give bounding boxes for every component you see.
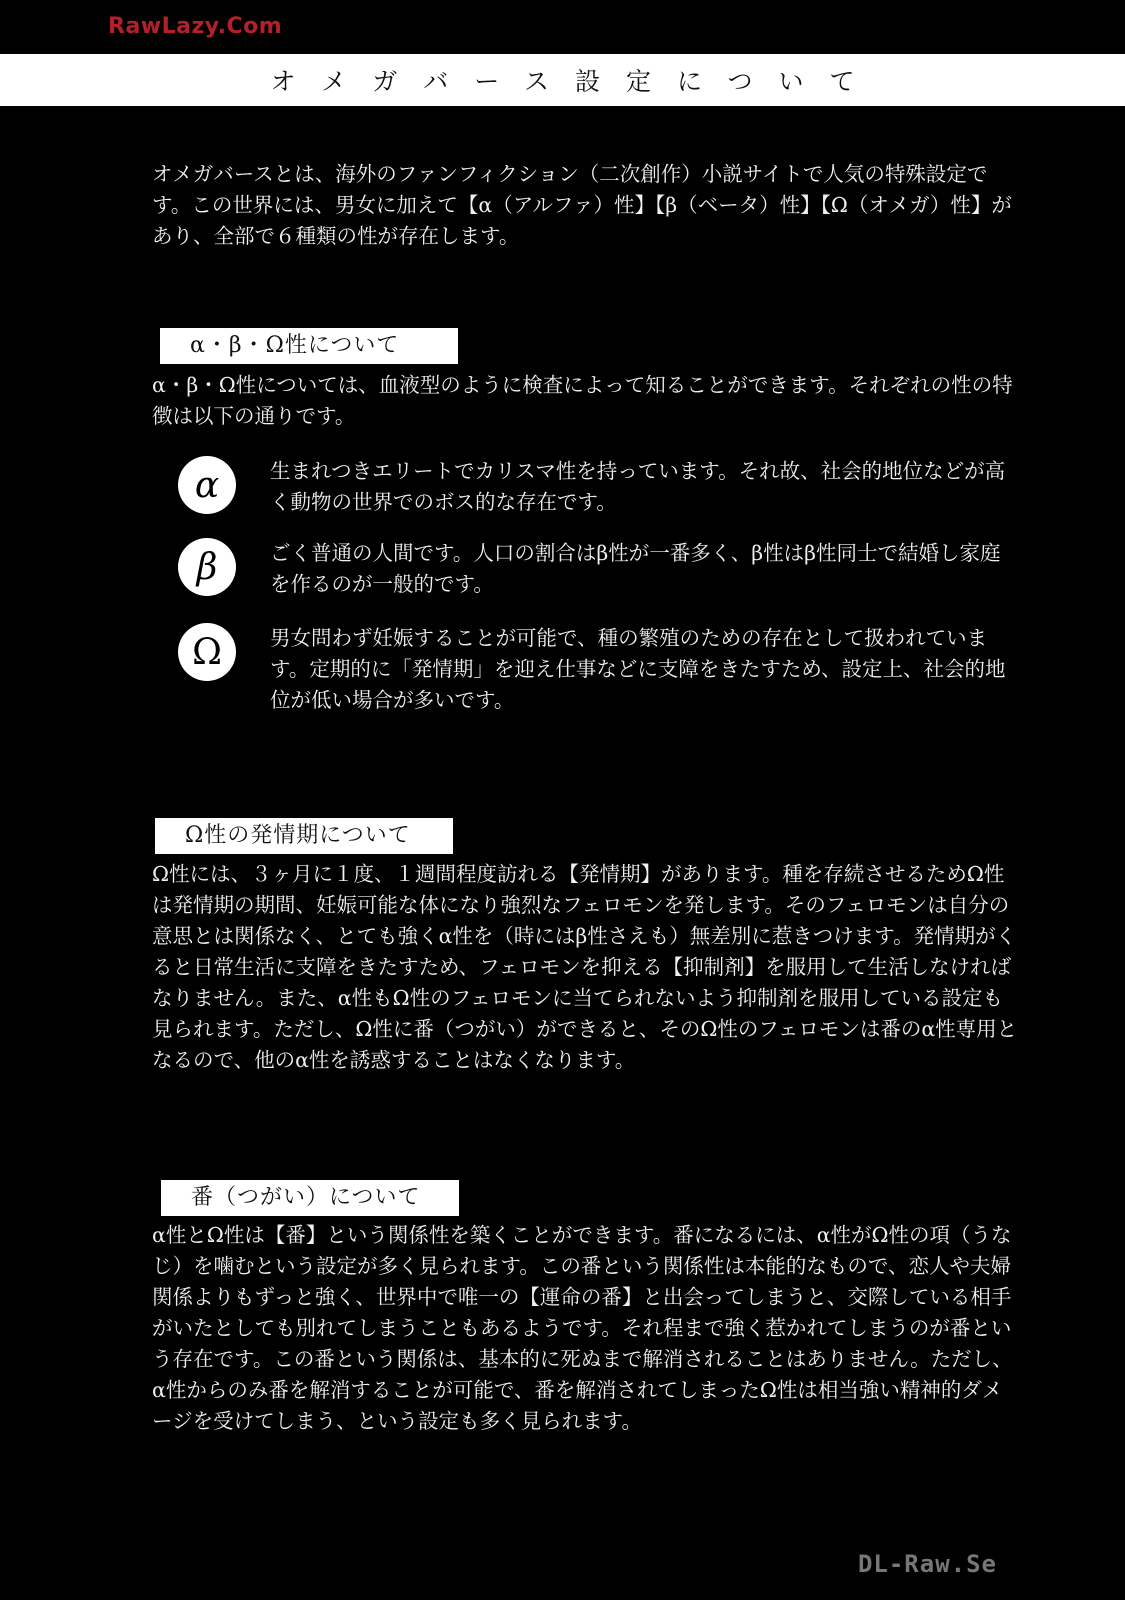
section-heading-abo: α・β・Ω性について — [160, 328, 458, 364]
section-heading-bond: 番（つがい）について — [161, 1180, 459, 1216]
alpha-symbol-icon: α — [178, 456, 236, 514]
trait-omega-text: 男女問わず妊娠することが可能で、種の繁殖のための存在として扱われています。定期的に「発情期」を迎え仕事などに支障をきたすため、設定上、社会的地位が低い場合が多いです。 — [270, 626, 1006, 712]
section-heading-heat: Ω性の発情期について — [155, 818, 453, 854]
watermark-bottom: DL-Raw.Se — [857, 1550, 997, 1578]
trait-alpha-text: 生まれつきエリートでカリスマ性を持っています。それ故、社会的地位などが高く動物の世界でのボス的な存在です。 — [270, 459, 1006, 514]
intro-paragraph: オメガバースとは、海外のファンフィクション（二次創作）小説サイトで人気の特殊設定です。この世界には、男女に加えて【α（アルファ）性】【β（ベータ）性】【Ω（オメガ）性】があり、全部で６種類の性が存在します。 — [152, 162, 1012, 248]
trait-alpha — [178, 456, 1022, 518]
section-body-heat: Ω性には、３ヶ月に１度、１週間程度訪れる【発情期】があります。種を存続させるためΩ性は発情期の期間、妊娠可能な体になり強烈なフェロモンを発します。そのフェロモンは自分の意思とは関係なく、とても強くα性を（時にはβ性さえも）無差別に惹きつけます。発情期がくると日常生活に支障をきたすため、フェロモンを抑える【抑制剤】を服用して生活しなければなりません。また、α性もΩ性のフェロモンに当てられないよう抑制剤を服用している設定も見られます。ただし、Ω性に番（つがい）ができると、そのΩ性のフェロモンは番のα性専用となるので、他のα性を誘惑することはなくなります。 — [152, 862, 1018, 1072]
page-title: オメガバース設定について — [270, 67, 881, 96]
trait-beta-text: ごく普通の人間です。人口の割合はβ性が一番多く、β性はβ性同士で結婚し家庭を作るのが一般的です。 — [270, 541, 1001, 596]
trait-beta — [178, 538, 1022, 600]
section-body-abo: α・β・Ω性については、血液型のように検査によって知ることができます。それぞれの性の特徴は以下の通りです。 — [152, 373, 1013, 428]
trait-omega — [178, 623, 1022, 716]
section-body-bond: α性とΩ性は【番】という関係性を築くことができます。番になるには、α性がΩ性の項（うなじ）を噛むという設定が多く見られます。この番という関係性は本能的なもので、恋人や夫婦関係よりもずっと強く、世界中で唯一の【運命の番】と出会ってしまうと、交際している相手がいたとしても別れてしまうこともあるようです。それ程まで強く惹かれてしまうのが番という存在です。この番という関係は、基本的に死ぬまで解消されることはありません。ただし、α性からのみ番を解消することが可能で、番を解消されてしまったΩ性は相当強い精神的ダメージを受けてしまう、という設定も多く見られます。 — [152, 1223, 1013, 1433]
title-banner — [0, 54, 1125, 106]
omega-symbol-icon: Ω — [178, 623, 236, 681]
watermark-top: RawLazy.Com — [108, 14, 283, 39]
beta-symbol-icon: β — [178, 538, 236, 596]
